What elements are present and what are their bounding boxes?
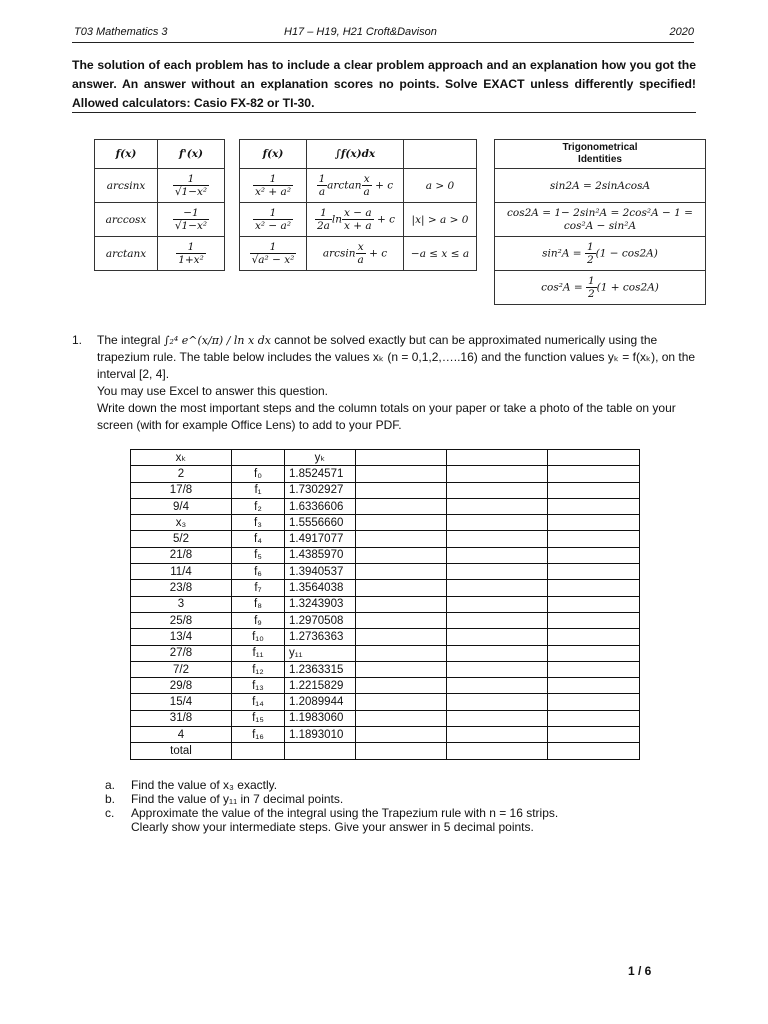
- trig-header-line1: Trigonometrical: [562, 142, 638, 153]
- col-header-f: [232, 450, 285, 466]
- header-year: 2020: [669, 26, 694, 38]
- derivative-cell: [158, 203, 225, 237]
- table-row: [131, 710, 640, 726]
- empty-cell: [447, 694, 548, 710]
- y-cell: 1.3243903: [285, 596, 356, 612]
- empty-cell: [356, 564, 447, 580]
- empty-cell: [447, 596, 548, 612]
- table-row: [131, 612, 640, 628]
- page-number: 1 / 6: [628, 964, 652, 978]
- empty-cell: [356, 727, 447, 743]
- question-intro: [97, 332, 700, 383]
- identity-lhs: sin²A =: [542, 247, 585, 260]
- function-name: arctan: [327, 179, 362, 192]
- empty-cell: [356, 466, 447, 482]
- table-row: [131, 661, 640, 677]
- table-row: [131, 531, 640, 547]
- empty-cell: [356, 450, 447, 466]
- empty-cell: [548, 743, 640, 759]
- f-cell: f₇: [232, 580, 285, 596]
- f-cell: f₁: [232, 482, 285, 498]
- subquestion-text: Clearly show your intermediate steps. Give your answer in 5 decimal points.: [131, 820, 534, 834]
- empty-cell: [548, 596, 640, 612]
- empty-cell: [356, 596, 447, 612]
- f-cell: f₁₂: [232, 661, 285, 677]
- fraction-numerator: 1: [318, 173, 326, 185]
- table-row: [131, 498, 640, 514]
- identity-rhs: (1 − cos2A): [595, 247, 658, 260]
- empty-cell: [548, 515, 640, 531]
- constant: + c: [373, 213, 396, 226]
- x-cell: total: [131, 743, 232, 759]
- empty-cell: [356, 678, 447, 694]
- func-cell: arctanx: [95, 237, 158, 271]
- subquestion-a: [105, 778, 558, 792]
- y-cell: y₁₁: [285, 645, 356, 661]
- f-cell: f₂: [232, 498, 285, 514]
- empty-cell: [548, 531, 640, 547]
- empty-cell: [548, 694, 640, 710]
- trig-header: [495, 140, 706, 169]
- empty-cell: [356, 694, 447, 710]
- fraction-numerator: 1: [187, 241, 195, 253]
- x-cell: 11/4: [131, 564, 232, 580]
- empty-cell: [356, 645, 447, 661]
- empty-cell: [447, 629, 548, 645]
- empty-cell: [548, 645, 640, 661]
- col-header-y: yₖ: [285, 450, 356, 466]
- fraction-denominator: a: [318, 186, 326, 198]
- table-row: [131, 564, 640, 580]
- empty-cell: [356, 580, 447, 596]
- fraction-numerator: 1: [320, 207, 327, 219]
- condition-cell: a > 0: [404, 169, 477, 203]
- col-header-fx: f(x): [95, 140, 158, 169]
- fraction-denominator: a: [363, 186, 370, 198]
- fraction-numerator: 1: [187, 173, 195, 185]
- f-cell: f₄: [232, 531, 285, 547]
- y-cell: 1.1893010: [285, 727, 356, 743]
- empty-cell: [548, 466, 640, 482]
- subquestions: [105, 778, 558, 834]
- subquestion-c: [105, 806, 558, 820]
- x-cell: 21/8: [131, 547, 232, 563]
- y-cell: 1.8524571: [285, 466, 356, 482]
- fraction-denominator: √1−x²: [174, 220, 208, 232]
- table-row: [131, 580, 640, 596]
- empty-cell: [356, 612, 447, 628]
- x-cell: 7/2: [131, 661, 232, 677]
- antiderivative-cell: [307, 203, 404, 237]
- fraction-numerator: 1: [587, 275, 595, 287]
- condition-cell: −a ≤ x ≤ a: [404, 237, 477, 271]
- f-cell: [232, 743, 285, 759]
- fraction-denominator: x² − a²: [254, 220, 292, 232]
- x-cell: 15/4: [131, 694, 232, 710]
- table-row: [131, 727, 640, 743]
- empty-cell: [447, 612, 548, 628]
- header-chapters: H17 – H19, H21 Croft&Davison: [284, 26, 437, 38]
- fraction-numerator: x: [363, 173, 370, 185]
- fraction-numerator: x − a: [344, 207, 372, 219]
- table-row: [131, 694, 640, 710]
- empty-cell: [356, 547, 447, 563]
- integrand-cell: [240, 237, 307, 271]
- x-cell: 13/4: [131, 629, 232, 645]
- empty-cell: [447, 547, 548, 563]
- x-cell: 4: [131, 727, 232, 743]
- y-cell: 1.4385970: [285, 547, 356, 563]
- empty-cell: [548, 612, 640, 628]
- empty-cell: [447, 531, 548, 547]
- empty-cell: [548, 678, 640, 694]
- empty-cell: [356, 661, 447, 677]
- trig-identities-table: [494, 139, 706, 305]
- question-number: 1.: [72, 333, 83, 347]
- x-cell: 3: [131, 596, 232, 612]
- integrand-cell: [240, 203, 307, 237]
- function-name: ln: [331, 213, 343, 226]
- divider: [72, 112, 696, 113]
- empty-cell: [447, 743, 548, 759]
- empty-cell: [548, 629, 640, 645]
- f-cell: f₁₆: [232, 727, 285, 743]
- question-text-pre: The integral: [97, 333, 161, 347]
- question-line-steps: Write down the most important steps and the column totals on your paper or take a photo of the table on your screen (with for example Office Lens) to add to your PDF.: [97, 401, 676, 432]
- table-row: [131, 482, 640, 498]
- col-header-fx: f(x): [240, 140, 307, 169]
- fraction-denominator: 2: [586, 254, 594, 266]
- table-row: [131, 466, 640, 482]
- table-row: [131, 629, 640, 645]
- empty-cell: [548, 482, 640, 498]
- empty-cell: [548, 727, 640, 743]
- fraction-numerator: x: [357, 241, 364, 253]
- col-header-x: xₖ: [131, 450, 232, 466]
- y-cell: 1.2089944: [285, 694, 356, 710]
- f-cell: f₆: [232, 564, 285, 580]
- col-header-fprime: f'(x): [158, 140, 225, 169]
- integrals-table: [239, 139, 477, 271]
- fraction-denominator: √1−x²: [174, 186, 208, 198]
- f-cell: f₁₃: [232, 678, 285, 694]
- f-cell: f₃: [232, 515, 285, 531]
- fraction-denominator: a: [357, 254, 364, 266]
- empty-cell: [447, 450, 548, 466]
- y-cell: 1.2970508: [285, 612, 356, 628]
- empty-cell: [447, 661, 548, 677]
- subquestion-label: b.: [105, 792, 116, 806]
- empty-cell: [356, 531, 447, 547]
- fraction-numerator: 1: [269, 241, 277, 253]
- identity-rhs: (1 + cos2A): [596, 281, 659, 294]
- antiderivative-cell: [307, 237, 404, 271]
- identity-double-cosine: [495, 203, 706, 237]
- empty-cell: [447, 645, 548, 661]
- empty-cell: [548, 547, 640, 563]
- y-cell: 1.2736363: [285, 629, 356, 645]
- fraction-numerator: 1: [269, 207, 277, 219]
- empty-cell: [356, 710, 447, 726]
- derivatives-table: [94, 139, 225, 271]
- derivative-cell: [158, 237, 225, 271]
- y-cell: [285, 743, 356, 759]
- table-row: [131, 645, 640, 661]
- constant: + c: [371, 179, 394, 192]
- subquestion-text: Approximate the value of the integral using the Trapezium rule with n = 16 strips.: [131, 806, 559, 820]
- derivative-cell: [158, 169, 225, 203]
- fraction-denominator: 2: [587, 288, 595, 300]
- identity-cos-squared: [495, 271, 706, 305]
- fraction-denominator: 2a: [316, 220, 330, 232]
- f-cell: f₅: [232, 547, 285, 563]
- empty-cell: [548, 564, 640, 580]
- col-header-condition: [404, 140, 477, 169]
- fraction-numerator: −1: [183, 207, 199, 219]
- f-cell: f₁₄: [232, 694, 285, 710]
- x-cell: 9/4: [131, 498, 232, 514]
- x-cell: 31/8: [131, 710, 232, 726]
- table-row: [131, 515, 640, 531]
- subquestion-label: c.: [105, 806, 115, 820]
- y-cell: 1.4917077: [285, 531, 356, 547]
- fraction-numerator: 1: [269, 173, 277, 185]
- y-cell: 1.5556660: [285, 515, 356, 531]
- x-cell: 17/8: [131, 482, 232, 498]
- empty-cell: [548, 498, 640, 514]
- table-row: [131, 678, 640, 694]
- empty-cell: [447, 580, 548, 596]
- subquestion-c-cont: [105, 820, 558, 834]
- question-text-post: cannot be solved exactly but can be approximated numerically using the trapezium rule. The table below includes the values xₖ (n = 0,1,2,…..16) and the function values yₖ = f(xₖ), on the interval [2, 4].: [97, 333, 696, 381]
- trig-header-line2: Identities: [578, 154, 622, 165]
- subquestion-text: Find the value of x₃ exactly.: [131, 778, 278, 792]
- empty-cell: [548, 580, 640, 596]
- empty-cell: [356, 743, 447, 759]
- func-cell: arcsinx: [95, 169, 158, 203]
- empty-cell: [356, 498, 447, 514]
- identity-line1: cos2A = 1− 2sin²A = 2cos²A − 1 =: [507, 206, 693, 219]
- f-cell: f₉: [232, 612, 285, 628]
- f-cell: f₁₅: [232, 710, 285, 726]
- empty-cell: [356, 482, 447, 498]
- subquestion-label: [105, 820, 131, 834]
- empty-cell: [356, 515, 447, 531]
- identity-lhs: cos²A =: [541, 281, 586, 294]
- subquestion-text: Find the value of y₁₁ in 7 decimal points.: [131, 792, 344, 806]
- integral-expression: ∫₂⁴ e^(x/π) / ln x dx: [163, 334, 271, 347]
- identity-line2: cos²A − sin²A: [563, 219, 637, 232]
- antiderivative-cell: [307, 169, 404, 203]
- empty-cell: [447, 678, 548, 694]
- function-name: arcsin: [322, 247, 356, 260]
- empty-cell: [548, 450, 640, 466]
- x-cell: 25/8: [131, 612, 232, 628]
- fraction-numerator: 1: [586, 241, 594, 253]
- empty-cell: [447, 498, 548, 514]
- x-cell: 23/8: [131, 580, 232, 596]
- y-cell: 1.3940537: [285, 564, 356, 580]
- instructions: The solution of each problem has to include a clear problem approach and an explanation how you got the answer. An answer without an explanation scores no points. Solve EXACT unless differently specified! Allowed calculators: Casio FX-82 or TI-30.: [72, 58, 696, 110]
- identity-sin-squared: [495, 237, 706, 271]
- fraction-denominator: x + a: [344, 220, 372, 232]
- empty-cell: [447, 515, 548, 531]
- func-cell: arccosx: [95, 203, 158, 237]
- empty-cell: [356, 629, 447, 645]
- question-line-excel: You may use Excel to answer this question.: [97, 384, 329, 398]
- empty-cell: [548, 661, 640, 677]
- fraction-denominator: 1+x²: [178, 254, 204, 266]
- x-cell: 5/2: [131, 531, 232, 547]
- x-cell: 2: [131, 466, 232, 482]
- empty-cell: [447, 482, 548, 498]
- x-cell: 29/8: [131, 678, 232, 694]
- fraction-denominator: x² + a²: [254, 186, 292, 198]
- integrand-cell: [240, 169, 307, 203]
- table-row: [131, 743, 640, 759]
- x-cell: 27/8: [131, 645, 232, 661]
- y-cell: 1.7302927: [285, 482, 356, 498]
- subquestion-label: a.: [105, 778, 116, 792]
- subquestion-b: [105, 792, 558, 806]
- condition-cell: |x| > a > 0: [404, 203, 477, 237]
- header-course: T03 Mathematics 3: [74, 26, 168, 38]
- empty-cell: [548, 710, 640, 726]
- y-cell: 1.1983060: [285, 710, 356, 726]
- page-header: [72, 26, 694, 43]
- f-cell: f₀: [232, 466, 285, 482]
- fraction-denominator: √a² − x²: [251, 254, 295, 266]
- f-cell: f₈: [232, 596, 285, 612]
- col-header-integral: ∫f(x)dx: [307, 140, 404, 169]
- empty-cell: [447, 727, 548, 743]
- y-cell: 1.2363315: [285, 661, 356, 677]
- constant: + c: [365, 247, 388, 260]
- x-cell: x₃: [131, 515, 232, 531]
- y-cell: 1.3564038: [285, 580, 356, 596]
- empty-cell: [447, 564, 548, 580]
- empty-cell: [447, 710, 548, 726]
- y-cell: 1.2215829: [285, 678, 356, 694]
- identity-double-sine: sin2A = 2sinAcosA: [495, 169, 706, 203]
- f-cell: f₁₀: [232, 629, 285, 645]
- table-row: [131, 547, 640, 563]
- y-cell: 1.6336606: [285, 498, 356, 514]
- question-1: [72, 332, 700, 434]
- trapezium-table: [130, 449, 640, 760]
- empty-cell: [447, 466, 548, 482]
- f-cell: f₁₁: [232, 645, 285, 661]
- table-row: [131, 596, 640, 612]
